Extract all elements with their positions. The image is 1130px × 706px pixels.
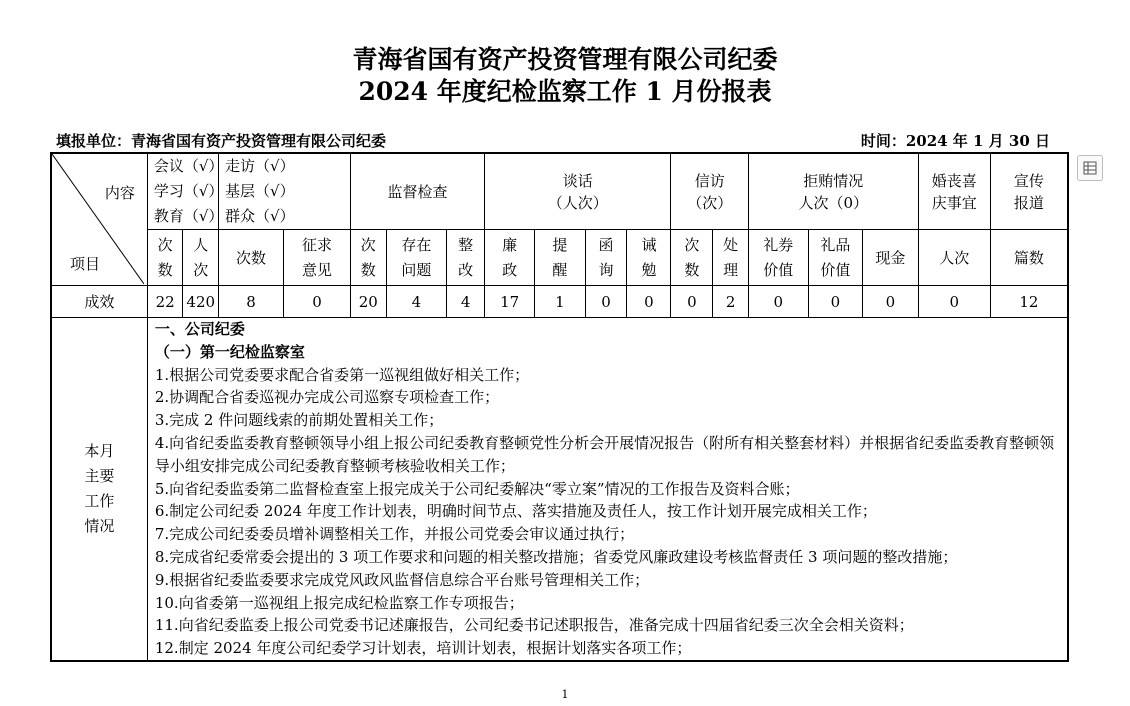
header-bribe-line: 人次（0） bbox=[798, 193, 869, 212]
header-content-label: 内容 bbox=[104, 184, 135, 202]
report-date: 时间：2024 年 1 月 30 日 bbox=[860, 132, 1050, 150]
result-value: 0 bbox=[585, 286, 627, 318]
sub-visit-times: 次数 bbox=[219, 230, 284, 286]
results-label: 成效 bbox=[51, 286, 147, 318]
work-item: 2.协调配合省委巡视办完成公司巡察专项检查工作； bbox=[154, 388, 500, 407]
work-label-line: 情况 bbox=[84, 516, 115, 535]
header-meeting-line: 会议（√） bbox=[153, 157, 224, 175]
sub-gift-voucher: 礼券 价值 bbox=[748, 230, 808, 286]
header-bribe-line: 拒贿情况 bbox=[803, 171, 864, 190]
header-publicity bbox=[990, 153, 1068, 230]
work-label-line: 工作 bbox=[84, 491, 115, 510]
header-visit-line: 群众（√） bbox=[225, 207, 295, 225]
work-item: 9.根据省纪委监委要求完成党风政风监督信息综合平台账号管理相关工作； bbox=[154, 570, 650, 589]
report-title-line1: 青海省国有资产投资管理有限公司纪委 bbox=[352, 45, 778, 74]
report-table bbox=[50, 152, 1069, 662]
result-value: 0 bbox=[863, 286, 919, 318]
sub-handle: 处 理 bbox=[713, 230, 749, 286]
sub-meeting-persons: 人 次 bbox=[183, 230, 219, 286]
result-value: 2 bbox=[713, 286, 749, 318]
header-wedding-line: 婚丧喜 bbox=[931, 171, 977, 190]
header-wedding bbox=[918, 153, 990, 230]
header-visit-line: 走访（√） bbox=[225, 157, 295, 175]
result-value: 0 bbox=[918, 286, 990, 318]
result-value: 1 bbox=[535, 286, 585, 318]
work-item: 4.向省纪委监委教育整顿领导小组上报公司纪委教育整顿党性分析会开展情况报告（附所有相关整套材料）并根据省纪委监委教育整顿领导小组安排完成公司纪委教育整顿考核验收相关工作； bbox=[154, 433, 1055, 475]
header-meeting-line: 教育（√） bbox=[153, 207, 224, 225]
sub-gift-item: 礼品 价值 bbox=[808, 230, 862, 286]
work-item: 12.制定 2024 年度公司纪委学习计划表，培训计划表，根据计划落实各项工作； bbox=[154, 639, 692, 658]
result-value: 0 bbox=[808, 286, 862, 318]
sub-inquiry: 函 询 bbox=[585, 230, 627, 286]
sub-articles: 篇数 bbox=[990, 230, 1068, 286]
work-item: 5.向省纪委监委第二监督检查室上报完成关于公司纪委解决“零立案”情况的工作报告及资料合账； bbox=[154, 479, 800, 498]
result-value: 8 bbox=[219, 286, 284, 318]
work-item: 11.向省纪委监委上报公司党委书记述廉报告，公司纪委书记述职报告，准备完成十四届省纪委三次全会相关资料； bbox=[154, 616, 914, 635]
report-title-line2: 2024 年度纪检监察工作 1 月份报表 bbox=[358, 77, 772, 106]
work-item: 6.制定公司纪委 2024 年度工作计划表，明确时间节点、落实措施及责任人，按工作计划开展完成相关工作； bbox=[154, 502, 877, 521]
header-supervision: 监督检查 bbox=[350, 153, 484, 230]
header-item-label: 项目 bbox=[70, 255, 101, 273]
sub-opinions: 征求 意见 bbox=[283, 230, 350, 286]
result-value: 0 bbox=[627, 286, 671, 318]
header-talk bbox=[485, 153, 671, 230]
work-subsection-heading: （一）第一纪检监察室 bbox=[154, 342, 305, 361]
result-value: 0 bbox=[748, 286, 808, 318]
header-visit-line: 基层（√） bbox=[225, 182, 295, 200]
sub-issues: 存在 问题 bbox=[386, 230, 447, 286]
sub-wedding-persons: 人次 bbox=[918, 230, 990, 286]
grid-icon bbox=[1083, 161, 1097, 175]
result-value: 0 bbox=[283, 286, 350, 318]
header-visit bbox=[219, 153, 351, 230]
result-value: 22 bbox=[147, 286, 183, 318]
work-label-line: 主要 bbox=[84, 466, 115, 485]
sub-supervision-times: 次 数 bbox=[350, 230, 386, 286]
diagonal-header-cell bbox=[51, 153, 147, 286]
header-bribe bbox=[748, 153, 918, 230]
sub-rectify: 整 改 bbox=[447, 230, 485, 286]
reporting-unit: 填报单位：青海省国有资产投资管理有限公司纪委 bbox=[56, 132, 387, 150]
sub-admonish: 诫 勉 bbox=[627, 230, 671, 286]
work-item: 7.完成公司纪委委员增补调整相关工作，并报公司党委会审议通过执行； bbox=[154, 525, 635, 544]
sub-remind: 提 醒 bbox=[535, 230, 585, 286]
work-label bbox=[51, 318, 147, 661]
work-item: 10.向省委第一巡视组上报完成纪检监察工作专项报告； bbox=[154, 593, 524, 612]
sub-petition-times: 次 数 bbox=[671, 230, 713, 286]
work-section-heading: 一、公司纪委 bbox=[154, 320, 245, 338]
header-publicity-line: 宣传 bbox=[1013, 171, 1044, 190]
header-petition-line: （次） bbox=[687, 193, 733, 212]
sub-clean: 廉 政 bbox=[485, 230, 535, 286]
header-meeting bbox=[147, 153, 224, 230]
work-item: 8.完成省纪委常委会提出的 3 项工作要求和问题的相关整改措施；省委党风廉政建设考核监督责任 3 项问题的整改措施； bbox=[154, 547, 958, 566]
work-label-line: 本月 bbox=[84, 441, 115, 460]
header-talk-line: 谈话 bbox=[562, 171, 593, 190]
work-content bbox=[147, 318, 1068, 661]
header-petition-line: 信访 bbox=[694, 171, 725, 190]
work-item: 3.完成 2 件问题线索的前期处置相关工作； bbox=[154, 411, 444, 430]
result-value: 12 bbox=[990, 286, 1068, 318]
result-value: 4 bbox=[386, 286, 447, 318]
result-value: 17 bbox=[485, 286, 535, 318]
result-value: 0 bbox=[671, 286, 713, 318]
result-value: 4 bbox=[447, 286, 485, 318]
result-value: 20 bbox=[350, 286, 386, 318]
header-wedding-line: 庆事宜 bbox=[931, 193, 977, 212]
header-publicity-line: 报道 bbox=[1013, 193, 1044, 212]
result-value: 420 bbox=[183, 286, 219, 318]
table-tool-icon[interactable] bbox=[1077, 155, 1103, 181]
sub-meeting-times: 次 数 bbox=[147, 230, 183, 286]
header-meeting-line: 学习（√） bbox=[153, 182, 224, 200]
work-item: 1.根据公司党委要求配合省委第一巡视组做好相关工作； bbox=[154, 365, 530, 384]
sub-cash: 现金 bbox=[863, 230, 919, 286]
header-talk-line: （人次） bbox=[547, 193, 608, 212]
header-petition bbox=[671, 153, 749, 230]
page-number: 1 bbox=[561, 688, 569, 701]
